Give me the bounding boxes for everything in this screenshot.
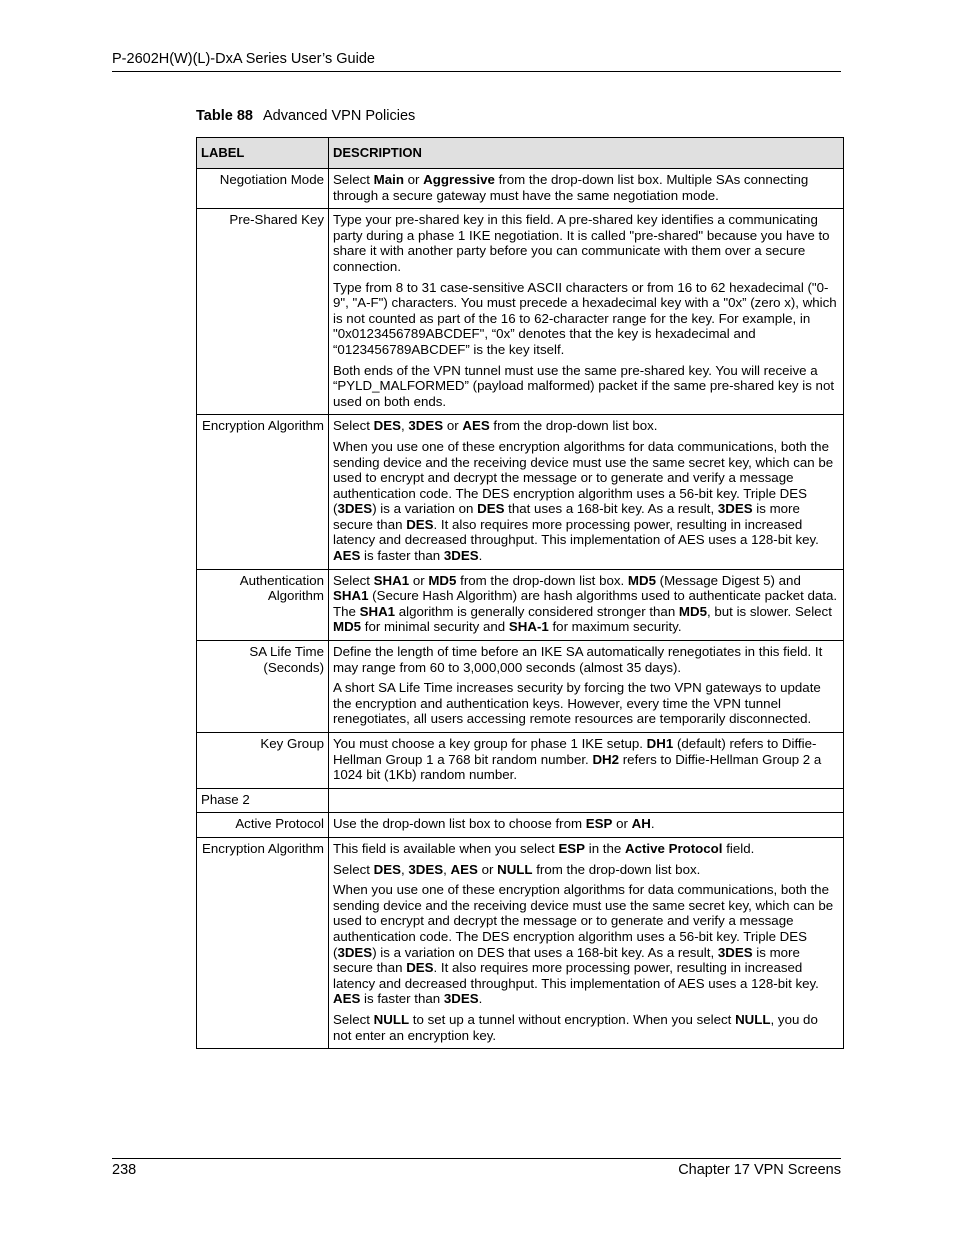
description-paragraph: Select DES, 3DES or AES from the drop-down list box.: [333, 418, 658, 434]
description-paragraph: When you use one of these encryption algorithms for data communications, both the sending device and the receiving device must use the same secret key, which can be used to encrypt and decrypt the message or to generate and verify a message authentication code. The DES encryption algorithm uses a 56-bit key. Triple DES (3DES) is a variation on DES that uses a 168-bit key. As a result, 3DES is more secure than DES. It also requires more processing power, resulting in increased latency and decreased throughput. This implementation of AES uses a 128-bit key. AES is faster than 3DES.: [333, 882, 834, 1007]
table-caption-title: Advanced VPN Policies: [262, 108, 416, 124]
table-row: [197, 169, 844, 209]
table-header-row: [197, 138, 844, 169]
table-row: [197, 415, 844, 569]
row-label: Encryption Algorithm: [197, 415, 329, 569]
description-paragraph: Type from 8 to 31 case-sensitive ASCII characters or from 16 to 62 hexadecimal ("0-9", "A-F") characters. You must precede a hexadecimal key with a "0x” (zero x), which is not counted as part of the 16 to 62-character range for the key. For example, in "0x0123456789ABCDEF", “0x” denotes that the key is hexadecimal and “0123456789ABCDEF” is the key itself.: [333, 279, 837, 357]
row-description: [329, 788, 844, 813]
table-caption: [196, 108, 415, 124]
row-label: Encryption Algorithm: [197, 837, 329, 1048]
row-description: [329, 569, 844, 640]
table-row: [197, 813, 844, 838]
page-header-title: P-2602H(W)(L)-DxA Series User’s Guide: [112, 51, 375, 67]
table-row: [197, 569, 844, 640]
table-row: [197, 733, 844, 789]
table-caption-number: Table 88: [196, 108, 253, 124]
description-paragraph: This field is available when you select ESP in the Active Protocol field.: [333, 840, 755, 856]
row-description: [329, 209, 844, 415]
row-description: [329, 415, 844, 569]
column-header-description: DESCRIPTION: [329, 138, 844, 169]
table-row: [197, 209, 844, 415]
row-label: Authentication Algorithm: [197, 569, 329, 640]
row-description: [329, 169, 844, 209]
row-label: Active Protocol: [197, 813, 329, 838]
column-header-label: LABEL: [197, 138, 329, 169]
description-paragraph: Both ends of the VPN tunnel must use the same pre-shared key. You will receive a “PYLD_MALFORMED” (payload malformed) packet if the same pre-shared key is not used on both ends.: [333, 362, 835, 409]
row-description: [329, 733, 844, 789]
description-paragraph: When you use one of these encryption algorithms for data communications, both the sending device and the receiving device must use the same secret key, which can be used to encrypt and decrypt the message or to generate and verify a message authentication code. The DES encryption algorithm uses a 56-bit key. Triple DES (3DES) is a variation on DES that uses a 168-bit key. As a result, 3DES is more secure than DES. It also requires more processing power, resulting in increased latency and decreased throughput. This implementation of AES uses a 128-bit key. AES is faster than 3DES.: [333, 438, 834, 564]
table-row: [197, 837, 844, 1048]
description-paragraph: Type your pre-shared key in this field. A pre-shared key identifies a communicating party during a phase 1 IKE negotiation. It is called "pre-shared" because you have to share it with another party before you can communicate with them over a secure connection.: [333, 212, 830, 274]
table-body: [197, 169, 844, 1049]
description-paragraph: You must choose a key group for phase 1 IKE setup. DH1 (default) refers to Diffie-Hellman Group 1 a 768 bit random number. DH2 refers to Diffie-Hellman Group 2 a 1024 bit (1Kb) random number.: [333, 736, 822, 783]
description-paragraph: A short SA Life Time increases security by forcing the two VPN gateways to update the encryption and authentication keys. However, every time the VPN tunnel renegotiates, all users accessing remote resources are temporarily disconnected.: [333, 680, 821, 727]
description-paragraph: Use the drop-down list box to choose from ESP or AH.: [333, 816, 655, 832]
page-number: 238: [112, 1162, 137, 1178]
row-label: Pre-Shared Key: [197, 209, 329, 415]
description-paragraph: Define the length of time before an IKE SA automatically renegotiates in this field. It may range from 60 to 3,000,000 seconds (almost 35 days).: [333, 644, 823, 675]
footer-chapter-title: Chapter 17 VPN Screens: [678, 1162, 841, 1178]
footer-divider: [112, 1158, 841, 1159]
header-divider: [112, 71, 841, 72]
table-row: [197, 641, 844, 733]
row-description: [329, 837, 844, 1048]
description-paragraph: Select NULL to set up a tunnel without encryption. When you select NULL, you do not enter an encryption key.: [333, 1011, 818, 1043]
description-paragraph: Select SHA1 or MD5 from the drop-down list box. MD5 (Message Digest 5) and SHA1 (Secure Hash Algorithm) are hash algorithms used to authenticate packet data. The SHA1 algorithm is generally considered stronger than MD5, but is slower. Select MD5 for minimal security and SHA-1 for maximum security.: [333, 572, 838, 635]
description-paragraph: Select DES, 3DES, AES or NULL from the drop-down list box.: [333, 861, 701, 877]
row-description: [329, 641, 844, 733]
row-description: [329, 813, 844, 838]
table-row: [197, 788, 844, 813]
row-label: Phase 2: [197, 788, 329, 813]
row-label: Negotiation Mode: [197, 169, 329, 209]
row-label: SA Life Time (Seconds): [197, 641, 329, 733]
description-paragraph: Select Main or Aggressive from the drop-down list box. Multiple SAs connecting through a secure gateway must have the same negotiation mode.: [333, 172, 809, 203]
advanced-vpn-policies-table: [196, 137, 844, 1049]
row-label: Key Group: [197, 733, 329, 789]
